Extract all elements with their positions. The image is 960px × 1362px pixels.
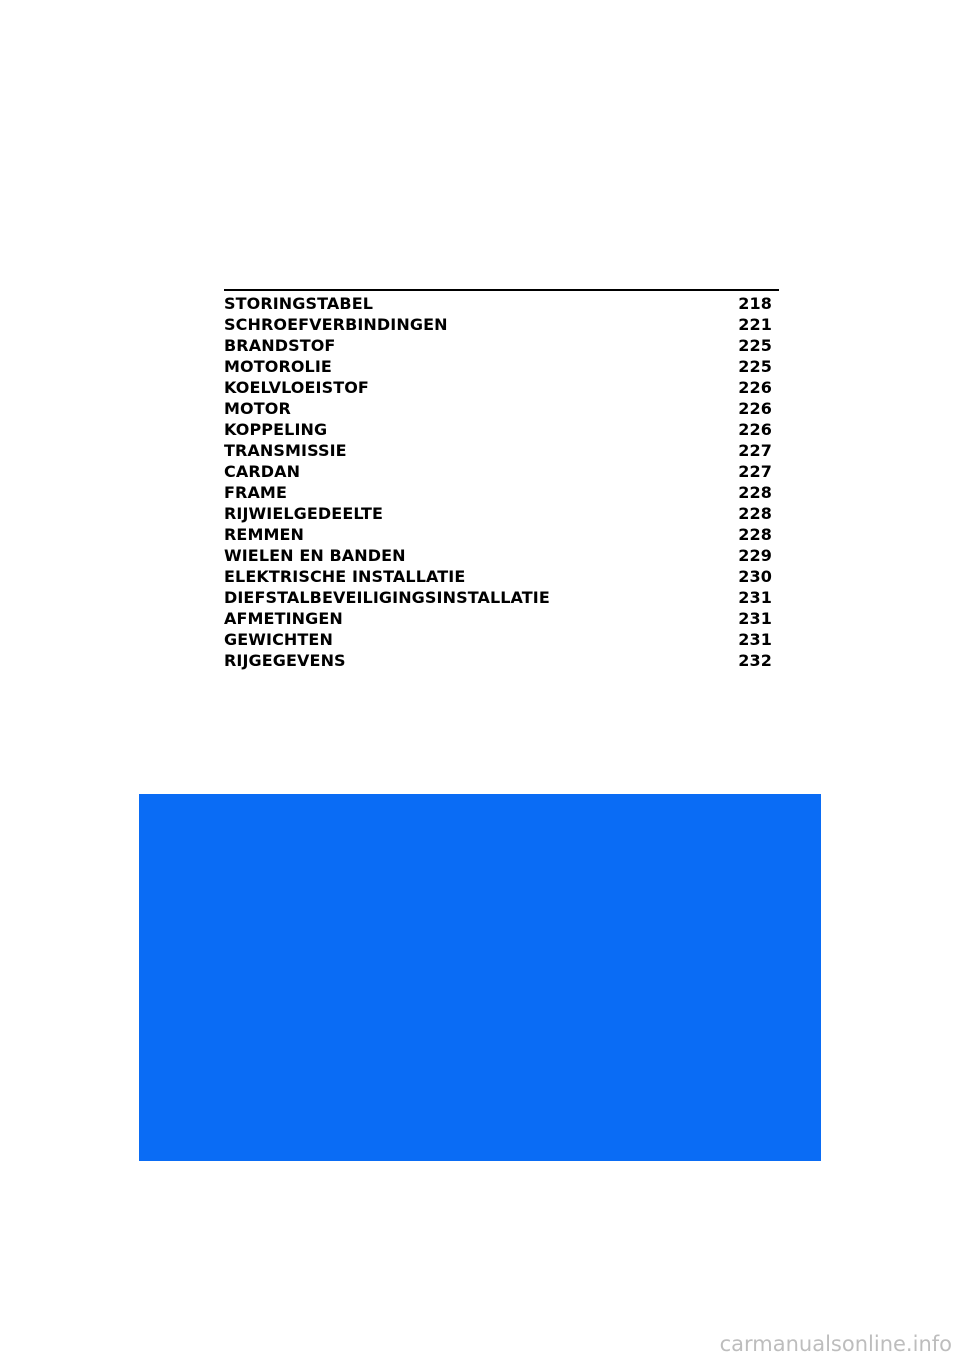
toc-entry-page: 227: [738, 462, 772, 481]
toc-entry[interactable]: [224, 356, 779, 377]
toc-entry-page: 231: [738, 609, 772, 628]
toc-entry[interactable]: [224, 335, 779, 356]
toc-entry[interactable]: [224, 545, 779, 566]
toc-entry[interactable]: [224, 482, 779, 503]
toc-entry-page: 226: [738, 378, 772, 397]
toc-entry-page: 229: [738, 546, 772, 565]
toc-entry[interactable]: [224, 608, 779, 629]
toc-entry-title: BRANDSTOF: [224, 336, 336, 355]
toc-entry-page: 225: [738, 336, 772, 355]
table-of-contents: [224, 289, 779, 671]
toc-entry[interactable]: [224, 377, 779, 398]
toc-entry[interactable]: [224, 587, 779, 608]
toc-entry-title: REMMEN: [224, 525, 305, 544]
toc-entry[interactable]: [224, 503, 779, 524]
toc-entry-page: 228: [738, 483, 772, 502]
toc-entry-title: WIELEN EN BANDEN: [224, 546, 406, 565]
toc-entry-title: MOTOR: [224, 399, 291, 418]
toc-entry[interactable]: [224, 524, 779, 545]
toc-entry-title: KOELVLOEISTOF: [224, 378, 369, 397]
toc-entry-title: GEWICHTEN: [224, 630, 333, 649]
toc-entry-title: TRANSMISSIE: [224, 441, 347, 460]
toc-entry[interactable]: [224, 461, 779, 482]
toc-entry-page: 226: [738, 420, 772, 439]
toc-entry-page: 231: [738, 630, 772, 649]
toc-entry-page: 232: [738, 651, 772, 670]
toc-entry[interactable]: [224, 650, 779, 671]
toc-entry-page: 225: [738, 357, 772, 376]
watermark-text: carmanualsonline.info: [719, 1332, 952, 1356]
toc-entry-title: RIJWIELGEDEELTE: [224, 504, 384, 523]
toc-entry-page: 227: [738, 441, 772, 460]
toc-entry[interactable]: [224, 440, 779, 461]
toc-entry-title: SCHROEFVERBINDINGEN: [224, 315, 448, 334]
toc-entry-title: KOPPELING: [224, 420, 328, 439]
toc-entry-page: 228: [738, 525, 772, 544]
toc-entry-title: AFMETINGEN: [224, 609, 343, 628]
toc-entry-title: FRAME: [224, 483, 287, 502]
toc-entry[interactable]: [224, 566, 779, 587]
blue-chapter-panel: [139, 794, 821, 1161]
toc-entry-page: 230: [738, 567, 772, 586]
toc-entry[interactable]: [224, 314, 779, 335]
toc-entry-page: 228: [738, 504, 772, 523]
toc-entry-page: 226: [738, 399, 772, 418]
toc-entry-title: MOTOROLIE: [224, 357, 332, 376]
toc-entry-page: 221: [738, 315, 772, 334]
toc-entry-title: DIEFSTALBEVEILIGINGSINSTALLATIE: [224, 588, 550, 607]
toc-entry-page: 231: [738, 588, 772, 607]
toc-entry[interactable]: [224, 419, 779, 440]
toc-entry-title: RIJGEGEVENS: [224, 651, 346, 670]
toc-entry-title: STORINGSTABEL: [224, 294, 374, 313]
toc-entry[interactable]: [224, 293, 779, 314]
toc-entry-page: 218: [738, 294, 772, 313]
toc-entry[interactable]: [224, 629, 779, 650]
toc-entry-title: ELEKTRISCHE INSTALLATIE: [224, 567, 466, 586]
toc-entry[interactable]: [224, 398, 779, 419]
toc-entry-title: CARDAN: [224, 462, 301, 481]
